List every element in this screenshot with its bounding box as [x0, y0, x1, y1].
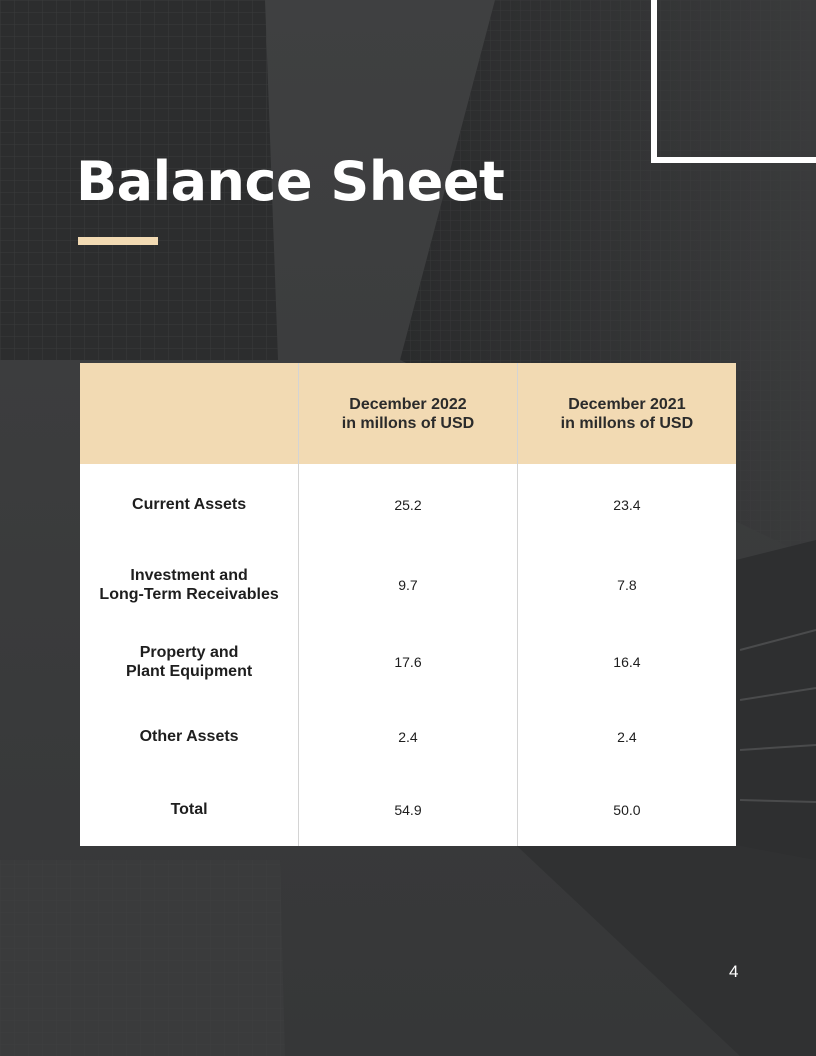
cell-dec-2022: 25.2	[299, 464, 518, 545]
table-row	[80, 624, 736, 700]
table-row	[80, 773, 736, 846]
cell-dec-2021: 50.0	[517, 773, 736, 846]
page-number: 4	[729, 962, 739, 981]
row-label: Property and Plant Equipment	[125, 644, 253, 680]
header-dec-2022: December 2022 in millons of USD	[299, 363, 518, 464]
decorative-frame	[651, 0, 816, 163]
row-label: Other Assets	[139, 728, 239, 745]
table-header-row	[80, 363, 736, 464]
balance-sheet-table	[80, 363, 736, 846]
cell-dec-2022: 2.4	[299, 700, 518, 773]
page-title: Balance Sheet	[76, 150, 505, 213]
row-label: Total	[170, 801, 208, 818]
cell-dec-2021: 23.4	[517, 464, 736, 545]
cell-dec-2022: 17.6	[299, 624, 518, 700]
row-label: Investment and Long-Term Receivables	[99, 566, 279, 603]
row-label: Current Assets	[132, 496, 247, 513]
header-empty	[80, 363, 299, 464]
cell-dec-2021: 2.4	[517, 700, 736, 773]
table-row	[80, 700, 736, 773]
header-dec-2021: December 2021 in millons of USD	[517, 363, 736, 464]
table-row	[80, 545, 736, 624]
title-underline	[78, 237, 158, 245]
cell-dec-2022: 9.7	[299, 545, 518, 624]
table-row	[80, 464, 736, 545]
cell-dec-2021: 7.8	[517, 545, 736, 624]
cell-dec-2021: 16.4	[517, 624, 736, 700]
cell-dec-2022: 54.9	[299, 773, 518, 846]
